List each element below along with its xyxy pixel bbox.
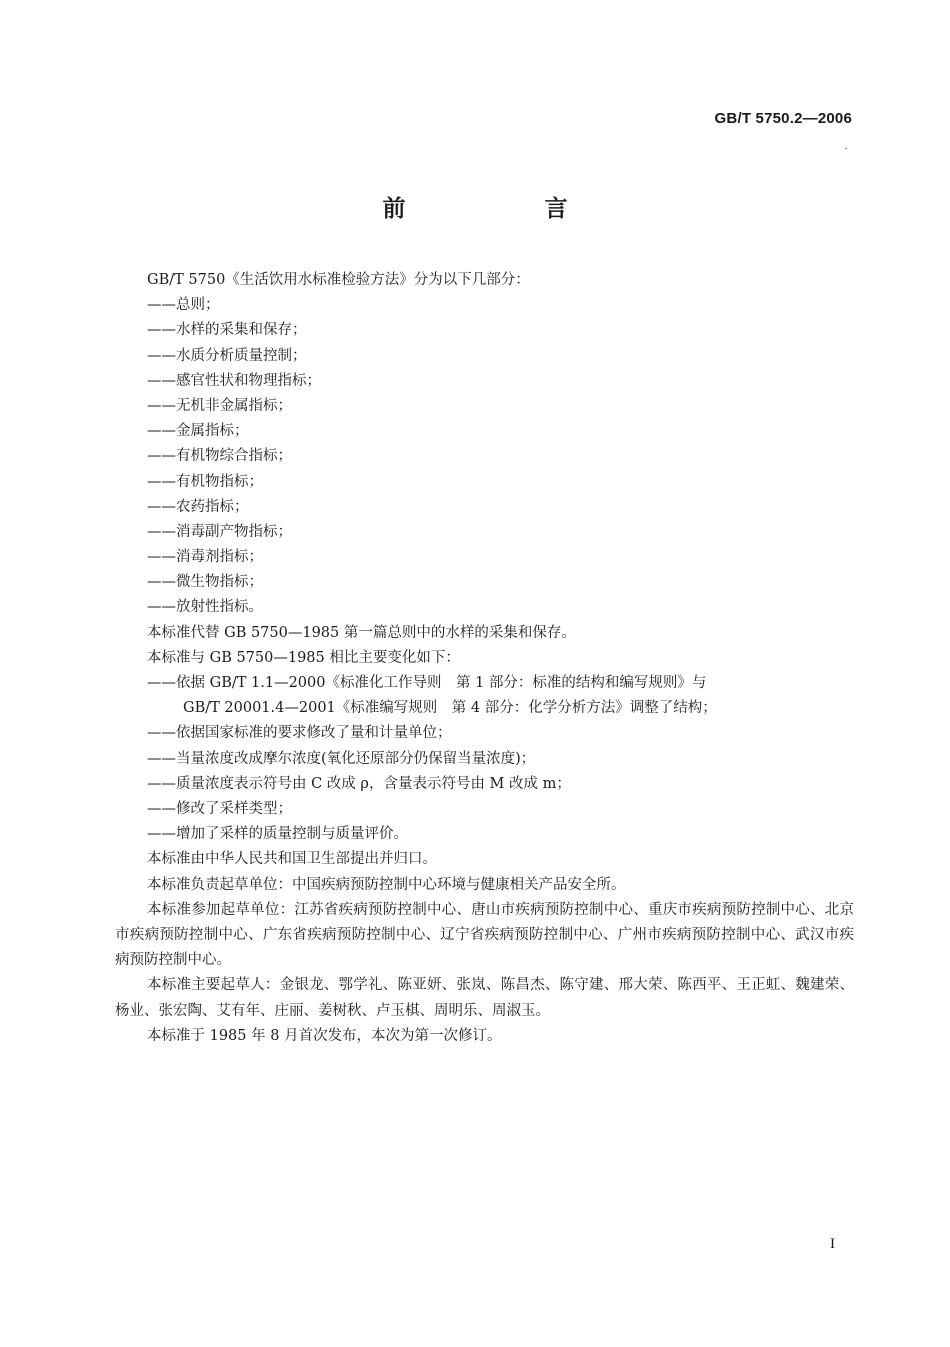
list-item: ——有机物综合指标； (147, 448, 292, 465)
list-item: ——依据 GB/T 1.1—2000《标准化工作导则 第 1 部分：标准的结构和编写规则》与 (147, 675, 707, 691)
list-item: ——感官性状和物理指标； (147, 372, 321, 389)
list-item: ——放射性指标。 (147, 599, 263, 616)
list-item: ——农药指标； (147, 498, 249, 515)
scan-speck (845, 148, 847, 149)
standard-code: GB/T 5750.2—2006 (714, 110, 852, 127)
list-item: ——依据国家标准的要求修改了量和计量单位； (147, 725, 452, 742)
list-item: ——当量浓度改成摩尔浓度(氧化还原部分仍保留当量浓度)； (147, 750, 536, 767)
page-number: I (830, 1236, 835, 1252)
list-item: ——增加了采样的质量控制与质量评价。 (147, 826, 408, 843)
replaces-statement: 本标准代替 GB 5750—1985 第一篇总则中的水样的采集和保存。 (147, 624, 576, 641)
list-item: ——微生物指标； (147, 574, 263, 591)
document-body (0, 268, 950, 1049)
history-statement: 本标准于 1985 年 8 月首次发布，本次为第一次修订。 (147, 1027, 502, 1044)
intro-line: GB/T 5750《生活饮用水标准检验方法》分为以下几部分： (147, 272, 530, 288)
list-item: ——质量浓度表示符号由 C 改成 ρ，含量表示符号由 M 改成 m； (147, 775, 571, 792)
list-item: ——消毒副产物指标； (147, 523, 292, 540)
list-item: ——有机物指标； (147, 473, 263, 490)
list-item: ——修改了采样类型； (147, 800, 292, 817)
list-item: ——消毒剂指标； (147, 549, 263, 566)
changes-intro: 本标准与 GB 5750—1985 相比主要变化如下： (147, 649, 460, 666)
list-item: ——水样的采集和保存； (147, 322, 307, 339)
lead-drafter-statement: 本标准负责起草单位：中国疾病预防控制中心环境与健康相关产品安全所。 (147, 876, 626, 893)
participant-drafters-paragraph: 本标准参加起草单位：江苏省疾病预防控制中心、唐山市疾病预防控制中心、重庆市疾病预防控制中心、北京市疾病预防控制中心、广东省疾病预防控制中心、辽宁省疾病预防控制中心、广州市疾病预防控制中心、武汉市疾病预防控制中心。 (115, 901, 854, 969)
parts-list (0, 293, 950, 620)
main-drafters-paragraph: 本标准主要起草人：金银龙、鄂学礼、陈亚妍、张岚、陈昌杰、陈守建、邢大荣、陈西平、王正虹、魏建荣、杨业、张宏陶、艾有年、庄丽、姜树秋、卢玉棋、周明乐、周淑玉。 (115, 977, 854, 1019)
list-item-continuation: GB/T 20001.4—2001《标准编写规则 第 4 部分：化学分析方法》调整了结构； (183, 700, 717, 717)
changes-list (0, 671, 950, 847)
list-item: ——金属指标； (147, 423, 249, 440)
page-title: 前 言 (382, 196, 626, 222)
list-item: ——水质分析质量控制； (147, 347, 307, 364)
proposed-statement: 本标准由中华人民共和国卫生部提出并归口。 (147, 851, 437, 868)
list-item: ——无机非金属指标； (147, 397, 292, 414)
list-item: ——总则； (147, 297, 220, 314)
